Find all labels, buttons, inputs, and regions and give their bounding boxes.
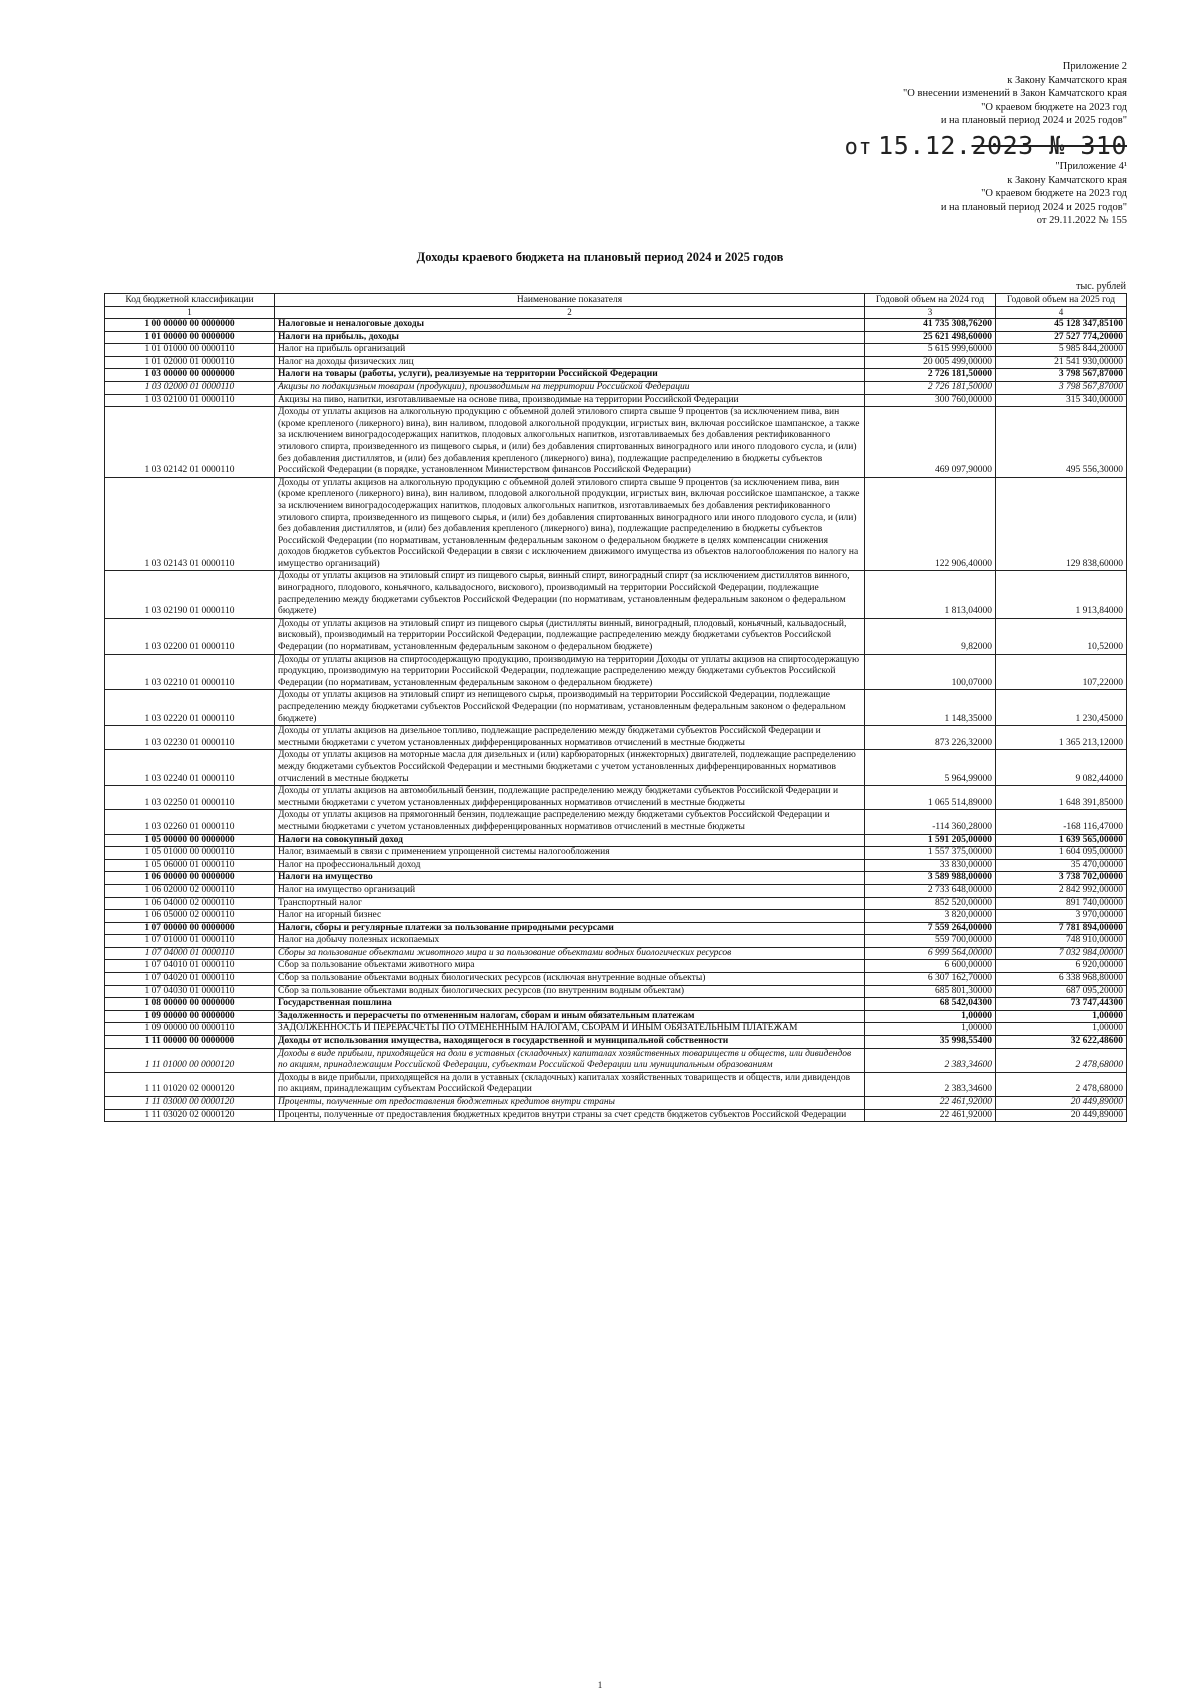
table-row — [105, 356, 1127, 369]
table-row — [105, 973, 1127, 986]
row-code: 1 03 00000 00 0000000 — [105, 369, 275, 382]
row-value-2025: 1 604 095,00000 — [996, 847, 1127, 860]
row-name: Задолженность и перерасчеты по отмененным налогам, сборам и иным обязательным платежам — [275, 1010, 865, 1023]
row-name: Доходы от уплаты акцизов на моторные масла для дизельных и (или) карбюраторных (инжекторных) двигателей, подлежащие распределению между бюджетами субъектов Российской Федерации и местными бюджетами с учетом установленных дифференцированных нормативов отчислений в местные бюджеты — [275, 750, 865, 786]
row-name: Акцизы по подакцизным товарам (продукции), производимым на территории Российской Федерации — [275, 381, 865, 394]
row-name: Налог на доходы физических лиц — [275, 356, 865, 369]
row-value-2024: 6 307 162,70000 — [865, 973, 996, 986]
row-value-2025: 1 639 565,00000 — [996, 834, 1127, 847]
row-code: 1 07 01000 01 0000110 — [105, 935, 275, 948]
table-row — [105, 369, 1127, 382]
row-code: 1 03 02230 01 0000110 — [105, 726, 275, 750]
row-code: 1 07 04000 01 0000110 — [105, 947, 275, 960]
table-header-row — [105, 294, 1127, 307]
table-row — [105, 922, 1127, 935]
row-value-2024: 1 148,35000 — [865, 690, 996, 726]
row-value-2025: 2 478,68000 — [996, 1048, 1127, 1072]
row-code: 1 05 00000 00 0000000 — [105, 834, 275, 847]
row-code: 1 03 02190 01 0000110 — [105, 571, 275, 618]
date-number-stamp — [845, 131, 1127, 160]
row-value-2024: 33 830,00000 — [865, 859, 996, 872]
stamp-prefix: от — [844, 135, 873, 160]
row-value-2025: 2 478,68000 — [996, 1072, 1127, 1096]
row-name: Сборы за пользование объектами животного мира и за пользование объектами водных биологических ресурсов — [275, 947, 865, 960]
row-name: ЗАДОЛЖЕННОСТЬ И ПЕРЕРАСЧЕТЫ ПО ОТМЕНЕННЫМ НАЛОГАМ, СБОРАМ И ИНЫМ ОБЯЗАТЕЛЬНЫМ ПЛАТЕЖАМ — [275, 1023, 865, 1036]
row-name: Сбор за пользование объектами водных биологических ресурсов (исключая внутренние водные объекты) — [275, 973, 865, 986]
row-value-2024: 2 383,34600 — [865, 1048, 996, 1072]
table-row — [105, 407, 1127, 478]
header-line: к Закону Камчатского края — [1007, 74, 1127, 86]
row-code: 1 03 02260 01 0000110 — [105, 810, 275, 834]
row-code: 1 08 00000 00 0000000 — [105, 998, 275, 1011]
table-row — [105, 344, 1127, 357]
row-value-2025: 9 082,44000 — [996, 750, 1127, 786]
row-value-2024: 41 735 308,76200 — [865, 319, 996, 332]
table-row — [105, 381, 1127, 394]
table-row — [105, 654, 1127, 690]
header-line: "О краевом бюджете на 2023 год — [981, 188, 1127, 199]
table-row — [105, 935, 1127, 948]
row-value-2024: 1 557 375,00000 — [865, 847, 996, 860]
column-index: 3 — [865, 307, 996, 319]
row-value-2024: -114 360,28000 — [865, 810, 996, 834]
row-value-2024: 35 998,55400 — [865, 1036, 996, 1049]
row-name: Акцизы на пиво, напитки, изготавливаемые на основе пива, производимые на территории Российской Федерации — [275, 394, 865, 407]
row-name: Налог на добычу полезных ископаемых — [275, 935, 865, 948]
row-name: Проценты, полученные от предоставления бюджетных кредитов внутри страны за счет средств бюджетов субъектов Российской Федерации — [275, 1109, 865, 1122]
row-value-2025: 5 985 844,20000 — [996, 344, 1127, 357]
row-name: Налоги на товары (работы, услуги), реализуемые на территории Российской Федерации — [275, 369, 865, 382]
row-value-2025: 20 449,89000 — [996, 1109, 1127, 1122]
row-code: 1 07 00000 00 0000000 — [105, 922, 275, 935]
row-value-2025: 3 798 567,87000 — [996, 369, 1127, 382]
row-code: 1 03 02210 01 0000110 — [105, 654, 275, 690]
row-code: 1 11 03000 00 0000120 — [105, 1097, 275, 1110]
page-number: 1 — [597, 1680, 603, 1690]
table-row — [105, 1023, 1127, 1036]
row-name: Проценты, полученные от предоставления бюджетных кредитов внутри страны — [275, 1097, 865, 1110]
row-value-2024: 873 226,32000 — [865, 726, 996, 750]
row-code: 1 03 02100 01 0000110 — [105, 394, 275, 407]
table-row — [105, 1036, 1127, 1049]
row-value-2024: 2 383,34600 — [865, 1072, 996, 1096]
table-row — [105, 897, 1127, 910]
row-value-2025: 1 913,84000 — [996, 571, 1127, 618]
header-line: "О внесении изменений в Закон Камчатского края — [903, 88, 1127, 99]
column-index: 2 — [275, 307, 865, 319]
row-name: Доходы от уплаты акцизов на автомобильный бензин, подлежащие распределению между бюджетами субъектов Российской Федерации и местными бюджетами с учетом установленных дифференцированных нормативов отчислений в местные бюджеты — [275, 786, 865, 810]
row-value-2024: 9,82000 — [865, 618, 996, 654]
row-value-2025: 748 910,00000 — [996, 935, 1127, 948]
column-index-row — [105, 307, 1127, 319]
row-code: 1 01 01000 00 0000110 — [105, 344, 275, 357]
unit-label: тыс. рублей — [1076, 281, 1126, 292]
row-value-2024: 1,00000 — [865, 1023, 996, 1036]
row-code: 1 06 00000 00 0000000 — [105, 872, 275, 885]
header-2025: Годовой объем на 2025 год — [996, 294, 1127, 307]
row-name: Доходы от уплаты акцизов на этиловый спирт из пищевого сырья, винный спирт, виноградный спирт (за исключением дистиллятов винного, виноградного, плодового, коньячного, кальвадосного, вискового), производимый на территории Российской Федерации, подлежащие распределению между бюджетами субъектов Российской Федерации (по нормативам, установленным федеральным законом о федеральном бюджете) — [275, 571, 865, 618]
row-name: Налоги на прибыль, доходы — [275, 331, 865, 344]
table-row — [105, 1097, 1127, 1110]
row-value-2025: 6 920,00000 — [996, 960, 1127, 973]
row-value-2025: 6 338 968,80000 — [996, 973, 1127, 986]
row-value-2025: 495 556,30000 — [996, 407, 1127, 478]
row-code: 1 01 02000 01 0000110 — [105, 356, 275, 369]
row-value-2025: -168 116,47000 — [996, 810, 1127, 834]
row-value-2024: 1 065 514,89000 — [865, 786, 996, 810]
column-index: 1 — [105, 307, 275, 319]
table-row — [105, 1072, 1127, 1096]
header-line: и на плановый период 2024 и 2025 годов" — [940, 115, 1127, 126]
row-value-2025: 32 622,48600 — [996, 1036, 1127, 1049]
row-code: 1 03 02250 01 0000110 — [105, 786, 275, 810]
row-value-2025: 21 541 930,00000 — [996, 356, 1127, 369]
row-value-2024: 20 005 499,00000 — [865, 356, 996, 369]
row-value-2025: 1 230,45000 — [996, 690, 1127, 726]
row-value-2024: 1,00000 — [865, 1010, 996, 1023]
table-row — [105, 985, 1127, 998]
row-value-2025: 1 365 213,12000 — [996, 726, 1127, 750]
row-value-2024: 100,07000 — [865, 654, 996, 690]
table-row — [105, 810, 1127, 834]
row-value-2024: 22 461,92000 — [865, 1097, 996, 1110]
row-value-2025: 27 527 774,20000 — [996, 331, 1127, 344]
table-row — [105, 786, 1127, 810]
row-value-2024: 22 461,92000 — [865, 1109, 996, 1122]
header-name: Наименование показателя — [275, 294, 865, 307]
row-code: 1 01 00000 00 0000000 — [105, 331, 275, 344]
row-value-2025: 315 340,00000 — [996, 394, 1127, 407]
row-value-2024: 300 760,00000 — [865, 394, 996, 407]
table-row — [105, 750, 1127, 786]
row-name: Налог, взимаемый в связи с применением упрощенной системы налогообложения — [275, 847, 865, 860]
row-value-2025: 687 095,20000 — [996, 985, 1127, 998]
table-row — [105, 331, 1127, 344]
row-name: Сбор за пользование объектами водных биологических ресурсов (по внутренним водным объектам) — [275, 985, 865, 998]
appendix-header-top — [903, 60, 1127, 128]
row-value-2025: 891 740,00000 — [996, 897, 1127, 910]
table-row — [105, 847, 1127, 860]
row-code: 1 06 04000 02 0000110 — [105, 897, 275, 910]
row-name: Налоги на совокупный доход — [275, 834, 865, 847]
row-name: Налог на профессиональный доход — [275, 859, 865, 872]
table-row — [105, 834, 1127, 847]
row-name: Налоги на имущество — [275, 872, 865, 885]
row-code: 1 07 04020 01 0000110 — [105, 973, 275, 986]
row-value-2025: 1 648 391,85000 — [996, 786, 1127, 810]
row-value-2024: 6 999 564,00000 — [865, 947, 996, 960]
row-value-2024: 7 559 264,00000 — [865, 922, 996, 935]
row-code: 1 03 02240 01 0000110 — [105, 750, 275, 786]
row-name: Доходы от уплаты акцизов на алкогольную продукцию с объемной долей этилового спирта свыше 9 процентов (за исключением пива, вин (кроме крепленого (ликерного) вина), вин наливом, плодовой алкогольной продукции, игристых вин, включая российское шампанское, а также за исключением виноградосодержащих напитков, плодовых алкогольных напитков, изготавливаемых без добавления ректификованного этилового спирта, произведенного из пищевого сырья, и (или) без добавления спиртованных виноградного или иного плодового сусла, и (или) без добавления дистиллятов, и (или) без добавления крепленого (ликерного) вина), подлежащие распределению в бюджеты субъектов Российской Федерации (по нормативам, установленным федеральным законом о федеральном бюджете в целях компенсации снижения доходов бюджетов субъектов Российской Федерации в связи с исключением движимого имущества из объектов налогообложения по налогу на имущество организаций) — [275, 477, 865, 571]
row-name: Доходы от уплаты акцизов на этиловый спирт из непищевого сырья, производимый на территории Российской Федерации, подлежащие распределению между бюджетами субъектов Российской Федерации (по нормативам, установленным федеральным законом о федеральном бюджете) — [275, 690, 865, 726]
row-value-2025: 73 747,44300 — [996, 998, 1127, 1011]
row-value-2024: 3 589 988,00000 — [865, 872, 996, 885]
table-row — [105, 960, 1127, 973]
row-value-2025: 3 970,00000 — [996, 910, 1127, 923]
table-row — [105, 394, 1127, 407]
row-value-2025: 45 128 347,85100 — [996, 319, 1127, 332]
row-code: 1 06 02000 02 0000110 — [105, 884, 275, 897]
row-value-2024: 6 600,00000 — [865, 960, 996, 973]
row-value-2025: 1,00000 — [996, 1023, 1127, 1036]
row-code: 1 00 00000 00 0000000 — [105, 319, 275, 332]
row-name: Налоговые и неналоговые доходы — [275, 319, 865, 332]
appendix-header-bottom — [941, 160, 1127, 228]
row-value-2024: 2 733 648,00000 — [865, 884, 996, 897]
row-name: Транспортный налог — [275, 897, 865, 910]
row-name: Налоги, сборы и регулярные платежи за пользование природными ресурсами — [275, 922, 865, 935]
table-row — [105, 319, 1127, 332]
row-value-2024: 3 820,00000 — [865, 910, 996, 923]
row-code: 1 03 02143 01 0000110 — [105, 477, 275, 571]
row-code: 1 06 05000 02 0000110 — [105, 910, 275, 923]
row-name: Налог на игорный бизнес — [275, 910, 865, 923]
row-value-2024: 469 097,90000 — [865, 407, 996, 478]
row-code: 1 11 01020 02 0000120 — [105, 1072, 275, 1096]
row-value-2024: 5 615 999,60000 — [865, 344, 996, 357]
row-code: 1 09 00000 00 0000000 — [105, 1010, 275, 1023]
row-value-2025: 3 798 567,87000 — [996, 381, 1127, 394]
row-code: 1 11 03020 02 0000120 — [105, 1109, 275, 1122]
row-value-2024: 852 520,00000 — [865, 897, 996, 910]
row-name: Государственная пошлина — [275, 998, 865, 1011]
header-line: и на плановый период 2024 и 2025 годов" — [940, 201, 1127, 213]
row-value-2025: 2 842 992,00000 — [996, 884, 1127, 897]
stamp-date: 15.12. — [878, 131, 972, 160]
row-value-2024: 685 801,30000 — [865, 985, 996, 998]
row-value-2025: 107,22000 — [996, 654, 1127, 690]
table-row — [105, 1109, 1127, 1122]
table-row — [105, 1048, 1127, 1072]
row-value-2025: 35 470,00000 — [996, 859, 1127, 872]
table-row — [105, 872, 1127, 885]
row-code: 1 05 01000 00 0000110 — [105, 847, 275, 860]
row-code: 1 03 02142 01 0000110 — [105, 407, 275, 478]
table-row — [105, 477, 1127, 571]
row-name: Доходы от уплаты акцизов на алкогольную продукцию с объемной долей этилового спирта свыше 9 процентов (за исключением пива, вин (кроме крепленого (ликерного) вина), вин наливом, плодовой алкогольной продукции, игристых вин, включая российское шампанское, а также за исключением виноградосодержащих напитков, плодовых алкогольных напитков, изготавливаемых без добавления ректификованного этилового спирта, произведенного из пищевого сырья, и (или) без добавления спиртованных виноградного или иного плодового сусла, и (или) без добавления дистиллятов, и (или) без добавления крепленого (ликерного) вина), подлежащие распределению в бюджеты субъектов Российской Федерации (в порядке, установленном Министерством финансов Российской Федерации) — [275, 407, 865, 478]
row-name: Доходы в виде прибыли, приходящейся на доли в уставных (складочных) капиталах хозяйственных товариществ и обществ, или дивидендов по акциям, принадлежащим субъектам Российской Федерации — [275, 1072, 865, 1096]
row-value-2024: 25 621 498,60000 — [865, 331, 996, 344]
row-name: Доходы от уплаты акцизов на прямогонный бензин, подлежащие распределению между бюджетами субъектов Российской Федерации и местными бюджетами с учетом установленных дифференцированных нормативов отчислений в местные бюджеты — [275, 810, 865, 834]
document-title: Доходы краевого бюджета на плановый период 2024 и 2025 годов — [416, 250, 784, 264]
table-row — [105, 910, 1127, 923]
table-row — [105, 947, 1127, 960]
row-value-2024: 559 700,00000 — [865, 935, 996, 948]
table-row — [105, 690, 1127, 726]
row-name: Доходы от уплаты акцизов на дизельное топливо, подлежащие распределению между бюджетами субъектов Российской Федерации и местными бюджетами с учетом установленных дифференцированных нормативов отчислений в местные бюджеты — [275, 726, 865, 750]
row-value-2025: 10,52000 — [996, 618, 1127, 654]
header-2024: Годовой объем на 2024 год — [865, 294, 996, 307]
table-row — [105, 998, 1127, 1011]
row-value-2025: 129 838,60000 — [996, 477, 1127, 571]
table-row — [105, 1010, 1127, 1023]
row-value-2024: 2 726 181,50000 — [865, 369, 996, 382]
row-name: Сбор за пользование объектами животного мира — [275, 960, 865, 973]
header-line: от 29.11.2022 № 155 — [1036, 215, 1127, 226]
table-body — [105, 319, 1127, 1122]
row-value-2024: 68 542,04300 — [865, 998, 996, 1011]
row-name: Доходы от уплаты акцизов на спиртосодержащую продукцию, производимую на территории Доходы от уплаты акцизов на спиртосодержащую продукцию, производимую на территории Российской Федерации, подлежащие распределению между бюджетами субъектов Российской Федерации (по нормативам, установленным федеральным законом о федеральном бюджете) — [275, 654, 865, 690]
row-value-2025: 7 781 894,00000 — [996, 922, 1127, 935]
row-value-2024: 122 906,40000 — [865, 477, 996, 571]
row-code: 1 07 04030 01 0000110 — [105, 985, 275, 998]
row-value-2025: 1,00000 — [996, 1010, 1127, 1023]
row-name: Доходы от использования имущества, находящегося в государственной и муниципальной собственности — [275, 1036, 865, 1049]
row-code: 1 09 00000 00 0000110 — [105, 1023, 275, 1036]
header-code: Код бюджетной классификации — [105, 294, 275, 307]
row-code: 1 03 02200 01 0000110 — [105, 618, 275, 654]
stamp-struck-number: 2023 № 310 — [971, 131, 1127, 160]
table-row — [105, 618, 1127, 654]
row-code: 1 07 04010 01 0000110 — [105, 960, 275, 973]
row-value-2024: 1 813,04000 — [865, 571, 996, 618]
row-value-2025: 3 738 702,00000 — [996, 872, 1127, 885]
row-value-2024: 1 591 205,00000 — [865, 834, 996, 847]
row-name: Налог на прибыль организаций — [275, 344, 865, 357]
row-name: Доходы от уплаты акцизов на этиловый спирт из пищевого сырья (дистилляты винный, виноградный, плодовый, коньячный, кальвадосный, висковый), производимый на территории Российской Федерации, подлежащие распределению между бюджетами субъектов Российской Федерации (по нормативам, установленным федеральным законом о федеральном бюджете) — [275, 618, 865, 654]
column-index: 4 — [996, 307, 1127, 319]
header-line: "О краевом бюджете на 2023 год — [981, 101, 1127, 113]
row-code: 1 11 01000 00 0000120 — [105, 1048, 275, 1072]
row-name: Налог на имущество организаций — [275, 884, 865, 897]
table-row — [105, 859, 1127, 872]
row-value-2025: 7 032 984,00000 — [996, 947, 1127, 960]
row-code: 1 03 02220 01 0000110 — [105, 690, 275, 726]
table-row — [105, 726, 1127, 750]
header-line: к Закону Камчатского края — [1007, 174, 1127, 186]
header-line: Приложение 2 — [1062, 61, 1127, 72]
row-code: 1 05 06000 01 0000110 — [105, 859, 275, 872]
row-code: 1 11 00000 00 0000000 — [105, 1036, 275, 1049]
table-row — [105, 571, 1127, 618]
revenue-table — [104, 293, 1127, 1122]
header-line: "Приложение 4¹ — [1055, 161, 1127, 172]
row-name: Доходы в виде прибыли, приходящейся на доли в уставных (складочных) капиталах хозяйственных товариществ и обществ, или дивидендов по акциям, принадлежащим Российской Федерации, субъектам Российской Федерации или муниципальным образованиям — [275, 1048, 865, 1072]
row-value-2024: 5 964,99000 — [865, 750, 996, 786]
row-code: 1 03 02000 01 0000110 — [105, 381, 275, 394]
row-value-2025: 20 449,89000 — [996, 1097, 1127, 1110]
table-row — [105, 884, 1127, 897]
row-value-2024: 2 726 181,50000 — [865, 381, 996, 394]
